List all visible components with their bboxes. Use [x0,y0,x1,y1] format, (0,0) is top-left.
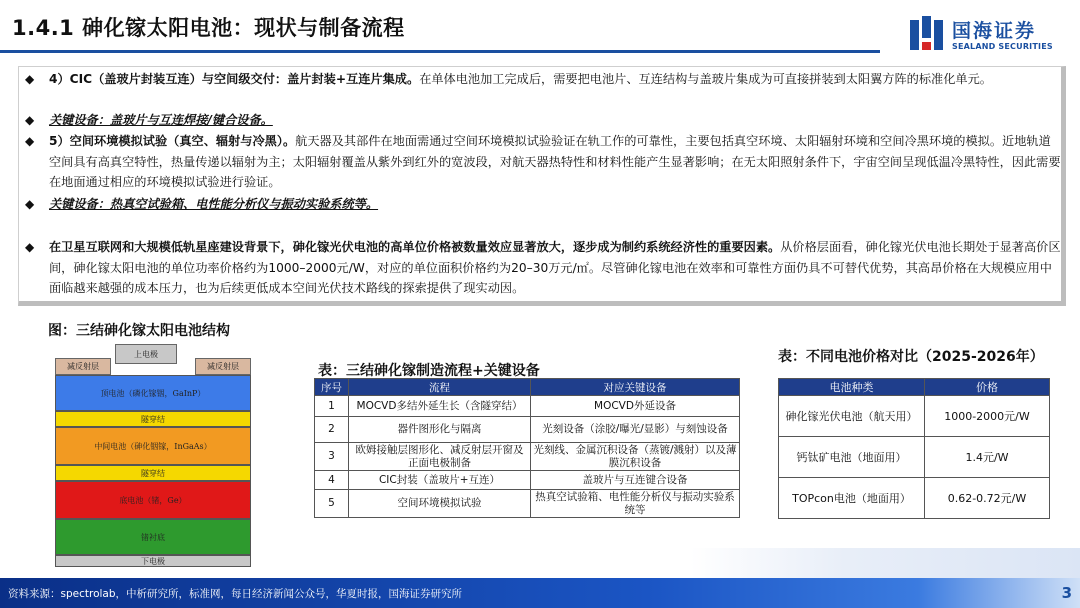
price-table-header [779,379,1050,396]
arc-layer-left: 减反射层 [55,358,111,375]
decorative-fade [690,548,1080,578]
process-table-title: 表：三结砷化镓制造流程+关键设备 [318,363,540,379]
bullet-space-test [25,131,1061,193]
bullet-cic-heading: 4）CIC（盖玻片封装互连）与空间级交付：盖片封装+互连片集成。 [49,72,420,86]
title-divider [0,50,880,53]
row-index: 1 [315,396,349,417]
triple-junction-cell-diagram [55,344,273,569]
bullet-cic [25,69,1061,90]
row-process: 器件图形化与隔离 [349,417,531,443]
figure-title: 图：三结砷化镓太阳电池结构 [48,323,230,339]
row-price: 0.62-0.72元/W [925,478,1050,519]
table-row [779,478,1050,519]
row-index: 3 [315,443,349,471]
table-row [315,490,740,518]
header-price: 价格 [925,379,1050,396]
row-process: MOCVD多结外延生长（含隧穿结） [349,396,531,417]
row-process: CIC封装（盖玻片+互连） [349,471,531,490]
company-logo [908,14,1068,58]
table-row [315,417,740,443]
key-equipment-2: 关键设备：热真空试验箱、电性能分析仪与振动实验系统等。 [49,197,379,211]
top-cell-layer: 顶电池（磷化镓铟，GaInP） [55,375,251,411]
row-cell-type: TOPcon电池（地面用） [779,478,925,519]
bullet-price-analysis [25,237,1061,299]
bullet-price-heading: 在卫星互联网和大规模低轨星座建设背景下，砷化镓光伏电池的高单位价格被数量效应显著放大，逐步成为制约系统经济性的重要因素。 [49,240,781,254]
row-price: 1.4元/W [925,437,1050,478]
page-title: 1.4.1 砷化镓太阳电池：现状与制备流程 [12,16,405,40]
bullet-key-equipment-1 [25,110,1061,131]
process-table-header [315,379,740,396]
row-equipment: 盖玻片与互连键合设备 [531,471,740,490]
arc-layer-right: 减反射层 [195,358,251,375]
summary-text-box [18,66,1066,306]
row-process: 空间环境模拟试验 [349,490,531,518]
logo-text-cn: 国海证券 [952,20,1037,42]
table-row [315,443,740,471]
bottom-electrode-layer: 下电极 [55,555,251,567]
header-process: 流程 [349,379,531,396]
tunnel-junction-2: 隧穿结 [55,465,251,481]
row-price: 1000-2000元/W [925,396,1050,437]
bullet-price-body: 从价格层面看，砷化镓光伏电池长期处于显著高价区间，砷化镓太阳电池的单位功率价格约为1000–2000元/W，对应的单位面积价格约为20–30万元/㎡。尽管砷化镓电池在效率和可靠性方面仍具不可替代优势，其高昂价格在大规模应用中面临越来越强的成本压力，也为后续更低成本空间光伏技术路线的探索提供了现实动因。 [49,240,1061,295]
bullet-cic-body: 在单体电池加工完成后，需要把电池片、互连结构与盖玻片集成为可直接拼装到太阳翼方阵的标准化单元。 [419,72,992,86]
row-index: 5 [315,490,349,518]
top-electrode-layer: 上电极 [115,344,177,364]
row-process: 欧姆接触层图形化、减反射层开窗及正面电极制备 [349,443,531,471]
table-row [779,437,1050,478]
page-number: 3 [1061,584,1072,602]
process-table [314,378,740,518]
logo-text-en: SEALAND SECURITIES [952,42,1053,51]
tunnel-junction-1: 隧穿结 [55,411,251,427]
key-equipment-1: 关键设备：盖玻片与互连焊接/键合设备。 [49,113,273,127]
row-equipment: 光刻设备（涂胶/曝光/显影）与刻蚀设备 [531,417,740,443]
bullet-key-equipment-2 [25,194,1061,215]
row-index: 4 [315,471,349,490]
row-equipment: 热真空试验箱、电性能分析仪与振动实验系统等 [531,490,740,518]
price-table [778,378,1050,519]
row-cell-type: 钙钛矿电池（地面用） [779,437,925,478]
diamond-bullet-icon: ◆ [25,72,35,86]
bullet-space-test-body: 航天器及其部件在地面需通过空间环境模拟试验验证在轨工作的可靠性，主要包括真空环境、太阳辐射环境和空间冷黑环境的模拟。近地轨道空间具有高真空特性，热量传递以辐射为主；太阳辐射覆盖从紫外到红外的宽波段，对航天器热特性和材料性能产生显著影响；在无太阳照射条件下，宇宙空间呈现低温冷黑特性，因此需要在地面通过相应的环境模拟试验进行验证。 [49,134,1061,189]
row-cell-type: 砷化镓光伏电池（航天用） [779,396,925,437]
diamond-bullet-icon: ◆ [25,240,35,254]
sealand-logo-icon [908,14,946,54]
source-note: 资料来源：spectrolab，中析研究所，标准网，每日经济新闻公众号，华夏时报，国海证券研究所 [8,588,463,600]
bottom-cell-layer: 底电池（锗，Ge） [55,481,251,519]
header-equipment: 对应关键设备 [531,379,740,396]
ge-substrate-layer: 锗衬底 [55,519,251,555]
header [0,0,1080,56]
price-table-title: 表：不同电池价格对比（2025-2026年） [778,349,1044,365]
footer-bar [0,578,1080,608]
diamond-bullet-icon: ◆ [25,134,35,148]
middle-cell-layer: 中间电池（砷化铟镓，InGaAs） [55,427,251,465]
diamond-bullet-icon: ◆ [25,197,35,211]
row-equipment: MOCVD外延设备 [531,396,740,417]
table-row [779,396,1050,437]
header-cell-type: 电池种类 [779,379,925,396]
bullet-space-test-heading: 5）空间环境模拟试验（真空、辐射与冷黑）。 [49,134,296,148]
row-equipment: 光刻线、金属沉积设备（蒸镀/溅射）以及薄膜沉积设备 [531,443,740,471]
table-row [315,471,740,490]
header-index: 序号 [315,379,349,396]
diamond-bullet-icon: ◆ [25,113,35,127]
table-row [315,396,740,417]
row-index: 2 [315,417,349,443]
